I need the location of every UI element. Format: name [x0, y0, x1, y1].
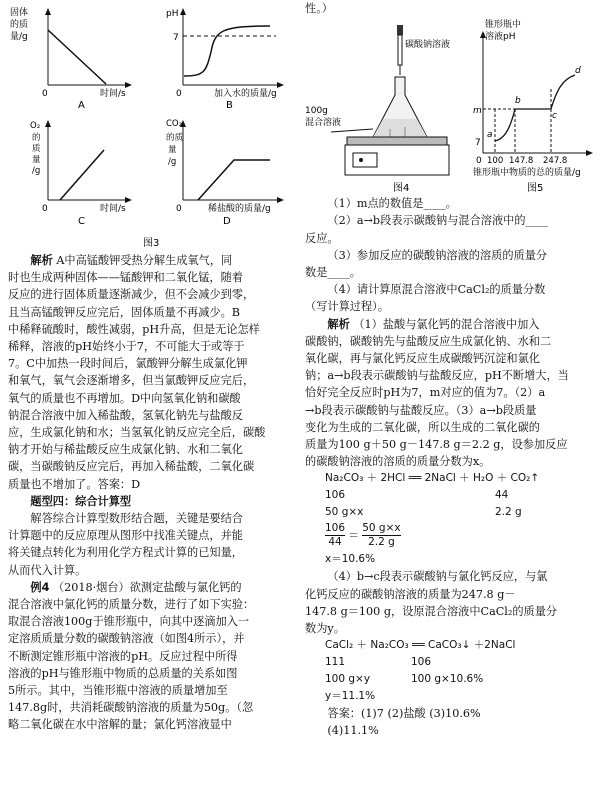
- graph-d-origin: 0: [176, 204, 182, 214]
- question-3-cont: 数是____。: [305, 266, 361, 280]
- analysis-line: 恰好完全反应时pH为7，m对应的值为7。（2）a: [305, 386, 546, 400]
- analysis-label: 解析: [30, 254, 53, 267]
- graph-a-ylabel-1: 固体: [10, 8, 29, 18]
- intro-block: [8, 510, 295, 579]
- x-result: x＝10.6%: [325, 553, 376, 566]
- graph-a: [10, 6, 132, 111]
- graph-b-letter: B: [226, 100, 233, 111]
- question-2: （2）a→b段表示碳酸钠与混合溶液中的____: [327, 214, 548, 228]
- graph-a-xlabel: 时间/s: [100, 89, 126, 99]
- answer-line-1: 答案：(1)7 (2)盐酸 (3)10.6%: [327, 707, 481, 721]
- equation-2-mass-1: 111: [325, 656, 346, 669]
- equation-1-value-1: 50 g×x: [325, 506, 364, 519]
- intro-line: 从而代入计算。: [8, 563, 87, 577]
- graph-c: [30, 120, 132, 227]
- example-line: 5所示。其中，当锥形瓶中溶液的质量增加至: [8, 684, 228, 698]
- curve-cd: [551, 75, 575, 109]
- example-line: 溶液的pH与锥形瓶中物质的总质量的关系如图: [8, 666, 238, 680]
- question-1: （1）m点的数值是____。: [327, 197, 457, 211]
- analysis2-line: 数为y。: [305, 622, 345, 636]
- equation-2: CaCl₂ ＋ Na₂CO₃ ══ CaCO₃↓ ＋2NaCl: [325, 639, 516, 652]
- analysis-line: 氧化碳，再与氯化钙反应生成碳酸钙沉淀和氯化: [305, 352, 540, 366]
- equation-block-1: [305, 470, 595, 568]
- question-2-cont: 反应。: [305, 231, 339, 245]
- graph-d-xlabel: 稀盐酸的质量/g: [208, 204, 271, 214]
- figure-3: [8, 0, 295, 250]
- graph-c-ylabel-5: /g: [32, 166, 41, 176]
- graph-d-letter: D: [223, 216, 231, 227]
- analysis2-line: 147.8 g＝100 g，设原混合溶液中CaCl₂的质量分: [305, 604, 558, 618]
- graph-c-origin: 0: [42, 204, 48, 214]
- dropper-bulb: [397, 25, 403, 35]
- equation-2-mass-2: 106: [411, 656, 432, 669]
- analysis-label-2: 解析: [327, 317, 350, 331]
- fig5-tick-3: 247.8: [543, 156, 568, 167]
- equation-block-2: [305, 637, 595, 705]
- frac-left-num: 106: [325, 522, 346, 535]
- graph-d-ylabel-4: /g: [168, 157, 177, 167]
- graph-d-ylabel-1: CO₂: [166, 119, 183, 129]
- balance-pan: [347, 137, 447, 145]
- analysis2-line: （4）b→c段表示碳酸钠与氯化钙反应，与氯: [327, 570, 548, 584]
- analysis-line: 钠；a→b段表示碳酸钠与盐酸反应，pH不断增大，当: [305, 369, 569, 383]
- beaker-label-1: 100g: [305, 106, 328, 117]
- frac-right-den: 2.2 g: [368, 536, 395, 549]
- analysis-line: 中稀释硫酸时，酸性减弱，pH升高，但是无论怎样: [8, 322, 260, 336]
- fig5-xlabel: 锥形瓶中物质的总的质量/g: [473, 168, 581, 179]
- graph-c-ylabel-2: 的: [32, 133, 41, 143]
- type-heading: 题型四：综合计算型: [30, 494, 132, 508]
- figure-5: [473, 18, 593, 194]
- graph-a-ylabel-3: 量/g: [10, 32, 28, 42]
- fig5-seven-label: 7: [475, 138, 481, 149]
- figure-5-caption: 图5: [527, 183, 544, 195]
- graph-a-origin: 0: [42, 89, 48, 99]
- example-block: [8, 579, 295, 734]
- analysis2-line: 化钙反应的碳酸钠溶液的质量为247.8 g－: [305, 587, 516, 601]
- graph-b-origin: 0: [176, 89, 182, 99]
- equation-1: Na₂CO₃ ＋ 2HCl ══ 2NaCl ＋ H₂O ＋ CO₂↑: [325, 472, 540, 485]
- analysis-line: 且当高锰酸钾反应完后，固体质量不再减少。B: [8, 305, 240, 319]
- graph-d-ylabel-3: 量: [168, 145, 177, 155]
- frac-left-den: 44: [328, 536, 342, 549]
- fig5-ylabel-2: 溶液pH: [485, 32, 516, 43]
- example-line: 定溶质质量分数的碳酸钠溶液（如图4所示），并: [8, 632, 245, 646]
- figure-4: [305, 25, 450, 194]
- analysis-block-3: [305, 568, 595, 637]
- figure-3-caption: 图3: [143, 238, 160, 249]
- analysis-line: 钠才开始与稀盐酸反应生成氯化钠、水和二氧化: [8, 443, 243, 457]
- intro-line: 解答综合计算型数形结合题，关键是要结合: [30, 512, 243, 526]
- graph-a-ylabel-2: 的质: [10, 20, 29, 30]
- question-4-cont: （写计算过程）。: [305, 300, 389, 314]
- y-result: y＝11.1%: [325, 690, 376, 703]
- graph-b: [166, 8, 284, 111]
- analysis-line: 和氧气，氧气会逐渐增多，但当氯酸钾反应完后，: [8, 374, 255, 388]
- graph-a-letter: A: [78, 100, 85, 111]
- graph-c-ylabel-3: 质: [32, 144, 41, 154]
- left-column: [8, 0, 295, 734]
- fig5-d-label: d: [575, 66, 581, 77]
- dropper-tube: [398, 35, 402, 65]
- analysis-line: 时也生成两种固体——锰酸钾和二氧化锰，随着: [8, 271, 243, 285]
- example-line: 取混合溶液100g于锥形瓶中，向其中逐滴加入一: [8, 615, 250, 629]
- example-line: 不断测定锥形瓶中溶液的pH。反应过程中所得: [8, 649, 238, 663]
- analysis-block-1: [8, 252, 295, 493]
- graph-c-ylabel-1: O₂: [30, 121, 41, 131]
- frac-right-num: 50 g×x: [362, 522, 401, 535]
- fig5-a-label: a: [487, 130, 493, 141]
- graph-d-ylabel-2: 的质: [166, 133, 184, 143]
- example-line: （2018·烟台）欲测定盐酸与氯化钙的: [52, 580, 242, 594]
- analysis-line: 碳，当碳酸钠反应完后，再加入稀盐酸，二氧化碳: [8, 460, 255, 474]
- graph-d: [166, 119, 284, 227]
- fig5-origin: 0: [476, 156, 482, 167]
- equation-1-value-2: 2.2 g: [495, 506, 522, 519]
- fig5-c-label: c: [552, 111, 557, 122]
- fig5-m-label: m: [473, 106, 482, 117]
- analysis-line: 碳酸钠，碳酸钠先与盐酸反应生成氯化钠、水和二: [305, 334, 552, 348]
- balance-display: [353, 153, 377, 167]
- fig5-tick-1: 100: [487, 156, 504, 167]
- proportion-1: $\frac{106}{44}$ ＝ $\frac{50 g\times x}{2.2 g}$: [325, 522, 401, 549]
- analysis-line: 氧气的质量也不再增加。D中向氢氧化钠和碳酸: [8, 391, 241, 405]
- analysis-line: →b段表示碳酸钠与盐酸反应。（3）a→b段质量: [305, 403, 537, 417]
- equation-2-value-2: 100 g×10.6%: [411, 673, 484, 686]
- example-line: 略二氧化碳在水中溶解的量；氯化钙溶液显中: [8, 718, 232, 732]
- graph-b-xlabel: 加入水的质量/g: [214, 89, 277, 99]
- figures-4-5: [305, 17, 595, 195]
- analysis-line: 稀释，溶液的pH始终小于7，不可能大于或等于: [8, 340, 245, 354]
- graph-c-xlabel: 时间/s: [100, 204, 126, 214]
- graph-c-ylabel-4: 量: [32, 155, 41, 165]
- analysis-line: 应，生成氯化钠和水；当氢氧化钠反应完全后，碳酸: [8, 426, 266, 440]
- example-line: 混合溶液中氯化钙的质量分数，进行了如下实验：: [8, 598, 255, 612]
- question-3: （3）参加反应的碳酸钠溶液的溶质的质量分: [327, 248, 548, 262]
- fig5-ylabel-1: 锥形瓶中: [485, 20, 522, 31]
- analysis-line: （1）盐酸与氯化钙的混合溶液中加入: [353, 317, 540, 331]
- analysis-line: 的碳酸钠溶液的溶质的质量分数为x。: [305, 455, 491, 469]
- analysis-line: 反应的进行固体质量逐渐减少，但不会减少到零，: [8, 288, 255, 302]
- analysis-line: 7。C中加热一段时间后，氯酸钾分解生成氯化钾: [8, 357, 248, 371]
- analysis-line: 质量也不增加了。答案：D: [8, 477, 141, 491]
- graph-b-ylabel: pH: [166, 9, 179, 19]
- right-column: [305, 0, 595, 740]
- dropper-label: 碳酸钠溶液: [405, 40, 451, 51]
- equation-2-value-1: 100 g×y: [325, 673, 371, 686]
- analysis-line: 变化为生成的二氧化碳，所以生成的二氧化碳的: [305, 420, 540, 434]
- fig5-b-label: b: [515, 96, 521, 107]
- intro-line: 将关键点转化为利用化学方程式计算的已知量，: [8, 546, 243, 560]
- curve-ab: [495, 109, 515, 141]
- question-4: （4）请计算原混合溶液中CaCl₂的质量分数: [327, 283, 546, 297]
- analysis-block-2: [305, 316, 595, 471]
- figure-4-caption: 图4: [393, 183, 410, 195]
- intro-line: 计算题中的反应原理从图形中找准关键点，并能: [8, 529, 243, 543]
- questions-block: [305, 195, 595, 315]
- graph-c-letter: C: [78, 216, 85, 227]
- analysis-line: 质量为100 g＋50 g－147.8 g＝2.2 g，设参加反应: [305, 438, 568, 452]
- equation-1-mass-2: 44: [495, 489, 509, 502]
- graph-b-seven: 7: [173, 33, 179, 43]
- example-label: 例4: [30, 580, 50, 594]
- analysis-line: A中高锰酸钾受热分解生成氧气，同: [56, 254, 233, 267]
- top-line: 性。）: [305, 2, 333, 15]
- fig5-tick-2: 147.8: [509, 156, 534, 167]
- beaker-label-2: 混合溶液: [305, 118, 342, 129]
- example-line: 147.8g时，共消耗碳酸钠溶液的质量为50g。（忽: [8, 701, 254, 715]
- answer-block: [305, 705, 595, 739]
- equation-1-mass-1: 106: [325, 489, 346, 502]
- answer-line-2: (4)11.1%: [327, 724, 379, 738]
- analysis-line: 钠混合溶液中加入稀盐酸，氢氧化钠先与盐酸反: [8, 408, 243, 422]
